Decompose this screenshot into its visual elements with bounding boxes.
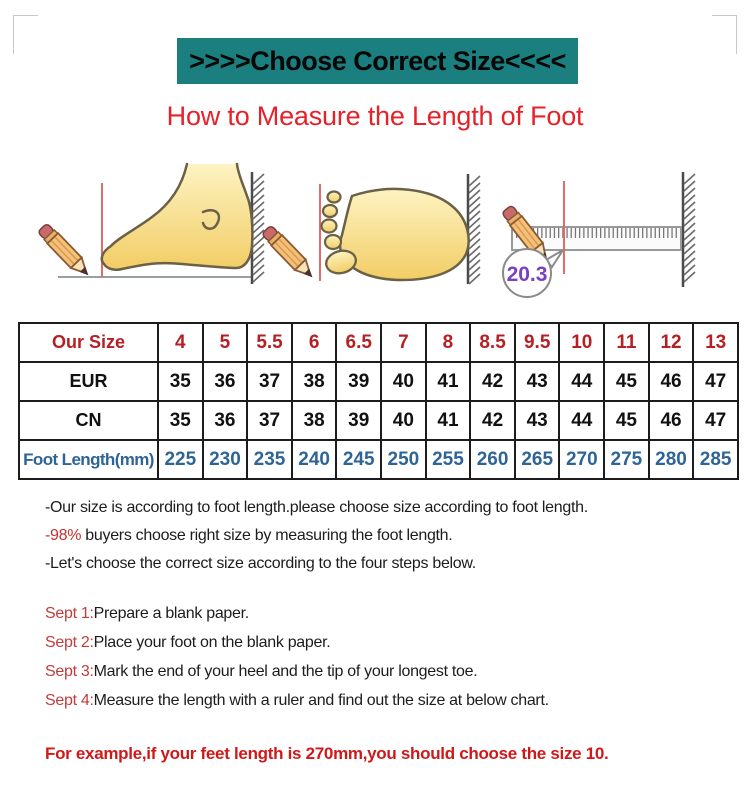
row-label: Foot Length(mm): [19, 440, 158, 479]
step-line: [45, 628, 705, 657]
step-text: Prepare a blank paper.: [93, 605, 249, 622]
step-label: Sept 4:: [45, 692, 94, 709]
foot-top-shape: [340, 189, 469, 280]
size-cell: 39: [336, 362, 381, 401]
foot-side-shape: [102, 164, 253, 270]
row-label: CN: [19, 401, 158, 440]
note-line: [45, 494, 705, 522]
wall-hatching: [253, 174, 264, 282]
wall-hatching: [469, 176, 480, 284]
table-row: [19, 362, 738, 401]
toe: [328, 192, 341, 203]
note-highlight: -98%: [45, 527, 82, 544]
row-label: Our Size: [19, 323, 158, 362]
size-cell: 37: [247, 362, 292, 401]
size-cell: 225: [158, 440, 203, 479]
note-text: -Let's choose the correct size according to the four steps below.: [45, 555, 476, 572]
size-cell: 8.5: [470, 323, 515, 362]
size-cell: 36: [203, 362, 248, 401]
step-text: Mark the end of your heel and the tip of your longest toe.: [93, 663, 478, 680]
step-label: Sept 1:: [45, 605, 94, 622]
size-banner: [177, 38, 578, 84]
size-cell: 230: [203, 440, 248, 479]
size-cell: 35: [158, 362, 203, 401]
page-title: How to Measure the Length of Foot: [166, 101, 584, 131]
size-cell: 47: [693, 401, 738, 440]
size-cell: 245: [336, 440, 381, 479]
size-cell: 10: [559, 323, 604, 362]
step-line: [45, 657, 705, 686]
size-banner-label: >>>>Choose Correct Size<<<<: [189, 45, 566, 76]
size-cell: 35: [158, 401, 203, 440]
size-cell: 275: [604, 440, 649, 479]
size-cell: 47: [693, 362, 738, 401]
note-line: [45, 550, 705, 578]
measure-illustrations: [0, 150, 750, 322]
size-cell: 7: [381, 323, 426, 362]
measured-length-value: 20.3: [506, 263, 548, 286]
row-label: EUR: [19, 362, 158, 401]
table-row: [19, 401, 738, 440]
size-cell: 280: [649, 440, 694, 479]
pencil-icon: [261, 224, 318, 282]
size-cell: 41: [426, 362, 471, 401]
size-cell: 11: [604, 323, 649, 362]
step-line: [45, 686, 705, 715]
size-cell: 270: [559, 440, 604, 479]
size-cell: 6: [292, 323, 337, 362]
example-note: For example,if your feet length is 270mm,you should choose the size 10.: [45, 744, 609, 763]
size-cell: 40: [381, 401, 426, 440]
foot-top-illustration: [261, 174, 480, 284]
size-cell: 265: [515, 440, 560, 479]
size-cell: 44: [559, 362, 604, 401]
size-cell: 42: [470, 401, 515, 440]
notes: [45, 494, 705, 578]
size-cell: 13: [693, 323, 738, 362]
step-label: Sept 2:: [45, 634, 94, 651]
foot-side-illustration: [37, 164, 264, 284]
size-cell: 38: [292, 401, 337, 440]
size-cell: 45: [604, 362, 649, 401]
size-cell: 41: [426, 401, 471, 440]
wall-hatching: [684, 174, 695, 282]
size-cell: 235: [247, 440, 292, 479]
size-cell: 38: [292, 362, 337, 401]
step-text: Measure the length with a ruler and find out the size at below chart.: [93, 692, 549, 709]
size-cell: 46: [649, 362, 694, 401]
size-cell: 9.5: [515, 323, 560, 362]
size-cell: 46: [649, 401, 694, 440]
size-cell: 250: [381, 440, 426, 479]
note-line: [45, 522, 705, 550]
size-cell: 43: [515, 362, 560, 401]
ruler-illustration: [501, 172, 695, 297]
frame-corner-top-right: [712, 15, 737, 54]
pencil-icon: [37, 222, 94, 280]
size-cell: 36: [203, 401, 248, 440]
size-cell: 240: [292, 440, 337, 479]
size-cell: 260: [470, 440, 515, 479]
size-cell: 12: [649, 323, 694, 362]
size-cell: 8: [426, 323, 471, 362]
table-row: [19, 440, 738, 479]
steps: [45, 599, 705, 715]
size-cell: 42: [470, 362, 515, 401]
size-cell: 39: [336, 401, 381, 440]
size-table-body: [19, 323, 738, 479]
size-cell: 40: [381, 362, 426, 401]
toe: [325, 235, 341, 249]
step-line: [45, 599, 705, 628]
size-cell: 285: [693, 440, 738, 479]
step-label: Sept 3:: [45, 663, 94, 680]
toe: [323, 205, 337, 217]
step-text: Place your foot on the blank paper.: [93, 634, 331, 651]
size-cell: 4: [158, 323, 203, 362]
table-row: [19, 323, 738, 362]
size-cell: 43: [515, 401, 560, 440]
toe: [322, 220, 337, 233]
size-chart-table: [18, 322, 739, 480]
size-cell: 5.5: [247, 323, 292, 362]
size-cell: 37: [247, 401, 292, 440]
size-cell: 6.5: [336, 323, 381, 362]
frame-corner-top-left: [13, 15, 38, 54]
note-text: -Our size is according to foot length.please choose size according to foot length.: [45, 499, 588, 516]
size-cell: 45: [604, 401, 649, 440]
size-cell: 255: [426, 440, 471, 479]
note-text: buyers choose right size by measuring the foot length.: [81, 527, 453, 544]
size-cell: 5: [203, 323, 248, 362]
size-cell: 44: [559, 401, 604, 440]
